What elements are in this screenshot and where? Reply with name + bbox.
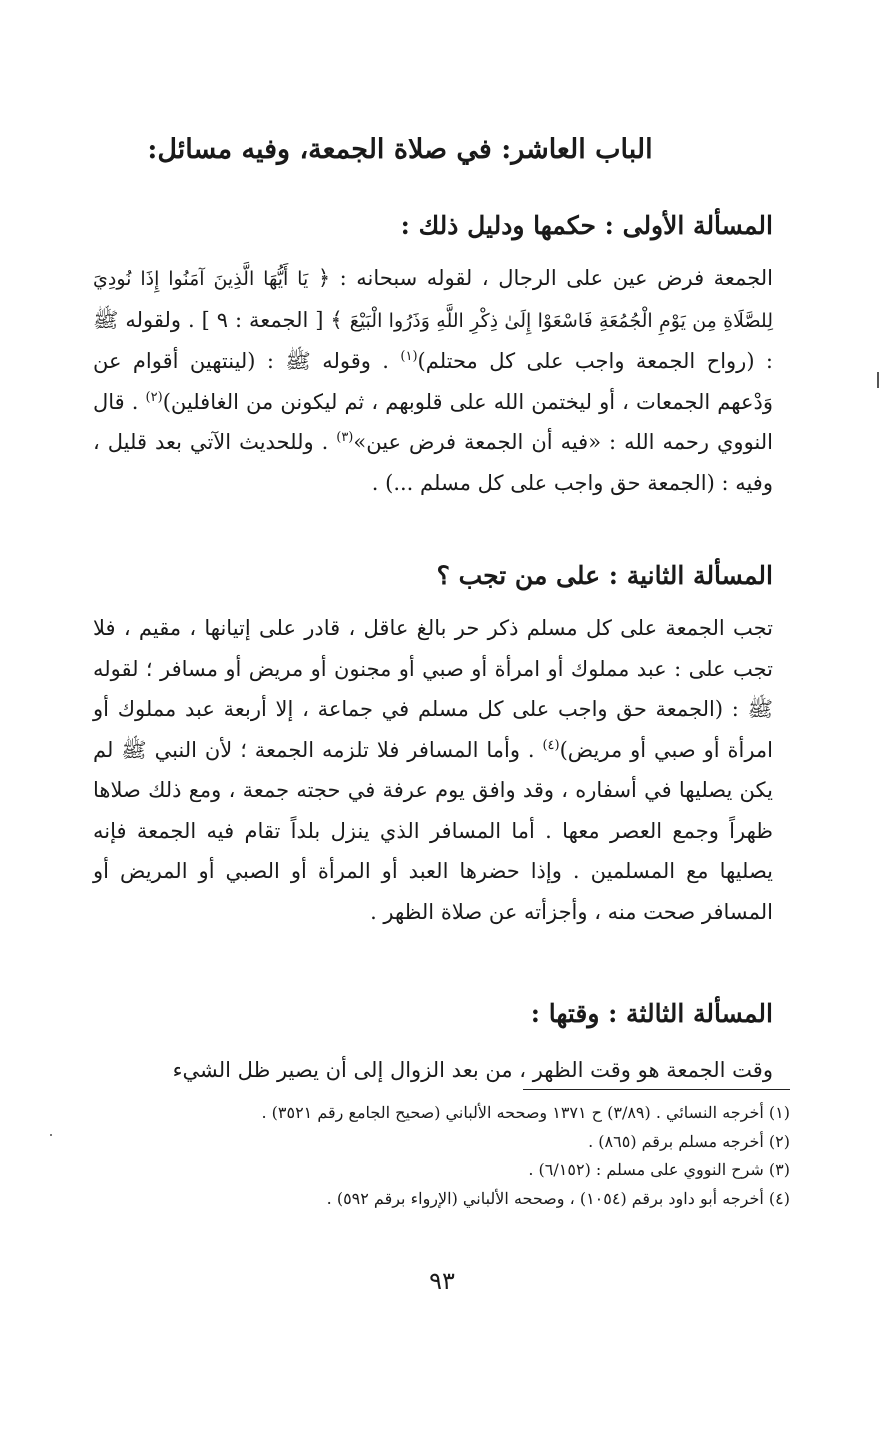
section-1-text-d: . قال النووي رحمه الله : «فيه أن الجمعة فرض عين» — [93, 389, 773, 454]
footnote-ref-4: (٤) — [542, 737, 560, 753]
footnote-ref-2: (٢) — [145, 389, 163, 405]
section-3-text-a: وقت الجمعة هو وقت الظهر ، من بعد الزوال إلى أن يصير ظل الشيء — [172, 1058, 773, 1082]
section-1-text-b: ﴾ [ الجمعة : ٩ ] . ولقوله ﷺ : (رواح الجمعة واجب على كل محتلم) — [93, 307, 773, 373]
section-2-paragraph — [93, 608, 773, 932]
section-1-paragraph — [93, 258, 773, 503]
section-3-paragraph — [93, 1050, 773, 1091]
footnote-1: (١) أخرجه النسائي . (٣/٨٩) ح ١٣٧١ وصححه الألباني (صحيح الجامع رقم ٣٥٢١) . — [261, 1103, 790, 1122]
section-1-heading: المسألة الأولى : حكمها ودليل ذلك : — [400, 211, 773, 240]
section-2-text-b: . وأما المسافر فلا تلزمه الجمعة ؛ لأن النبي ﷺ لم يكن يصليها في أسفاره ، وقد وافق يوم عرفة في حجته جمعة ، ومع ذلك صلاها ظهراً وجمع العصر معها . أما المسافر الذي ينزل بلداً تقام فيه الجمعة فإنه يصليها مع المسلمين . وإذا حضرها العبد أو المرأة أو الصبي أو المريض أو المسافر صحت منه ، وأجزأته عن صلاة الظهر . — [93, 737, 773, 924]
footnote-2: (٢) أخرجه مسلم برقم (٨٦٥) . — [588, 1131, 790, 1151]
section-1-text-c: . وقوله ﷺ : (لينتهين أقوام عن وَدْعهم الجمعات ، أو ليختمن الله على قلوبهم ، ثم ليكونن من الغافلين) — [93, 349, 773, 414]
footnote-ref-3: (٣) — [336, 430, 354, 445]
margin-dot — [50, 1134, 52, 1136]
footnote-3: (٣) شرح النووي على مسلم : (٦/١٥٢) . — [528, 1160, 790, 1179]
margin-mark — [877, 372, 879, 388]
chapter-title: الباب العاشر: في صلاة الجمعة، وفيه مسائل: — [147, 134, 653, 165]
section-1-text-a: الجمعة فرض عين على الرجال ، لقوله سبحانه : ﴿ — [317, 266, 773, 290]
page-number: ٩٣ — [429, 1267, 455, 1295]
footnotes-list — [90, 1099, 790, 1213]
section-2-heading: المسألة الثانية : على من تجب ؟ — [436, 561, 773, 590]
section-2-text-a: تجب الجمعة على كل مسلم ذكر حر بالغ عاقل ، قادر على إتيانها ، مقيم ، فلا تجب على : عبد مملوك أو امرأة أو صبي أو مجنون أو مريض أو مسافر ؛ لقوله ﷺ : (الجمعة حق واجب على كل مسلم في جماعة ، إلا أربعة عبد مملوك أو امرأة أو صبي أو مريض) — [93, 616, 773, 762]
footnote-4: (٤) أخرجه أبو داود برقم (١٠٥٤) ، وصححه الألباني (الإرواء برقم ٥٩٢) . — [326, 1188, 790, 1208]
section-1-text-e: . وللحديث الآتي بعد قليل ، وفيه : (الجمعة حق واجب على كل مسلم ...) . — [93, 430, 773, 495]
footnote-ref-1: (١) — [400, 349, 418, 364]
section-3-heading: المسألة الثالثة : وقتها : — [530, 999, 773, 1028]
footnote-divider — [523, 1089, 790, 1090]
quran-verse: يَا أَيُّهَا الَّذِينَ آمَنُوا إِذَا نُودِيَ لِلصَّلَاةِ مِن يَوْمِ الْجُمُعَةِ فَاسْعَوْا إِلَىٰ ذِكْرِ اللَّهِ وَذَرُوا الْبَيْعَ — [93, 268, 774, 332]
